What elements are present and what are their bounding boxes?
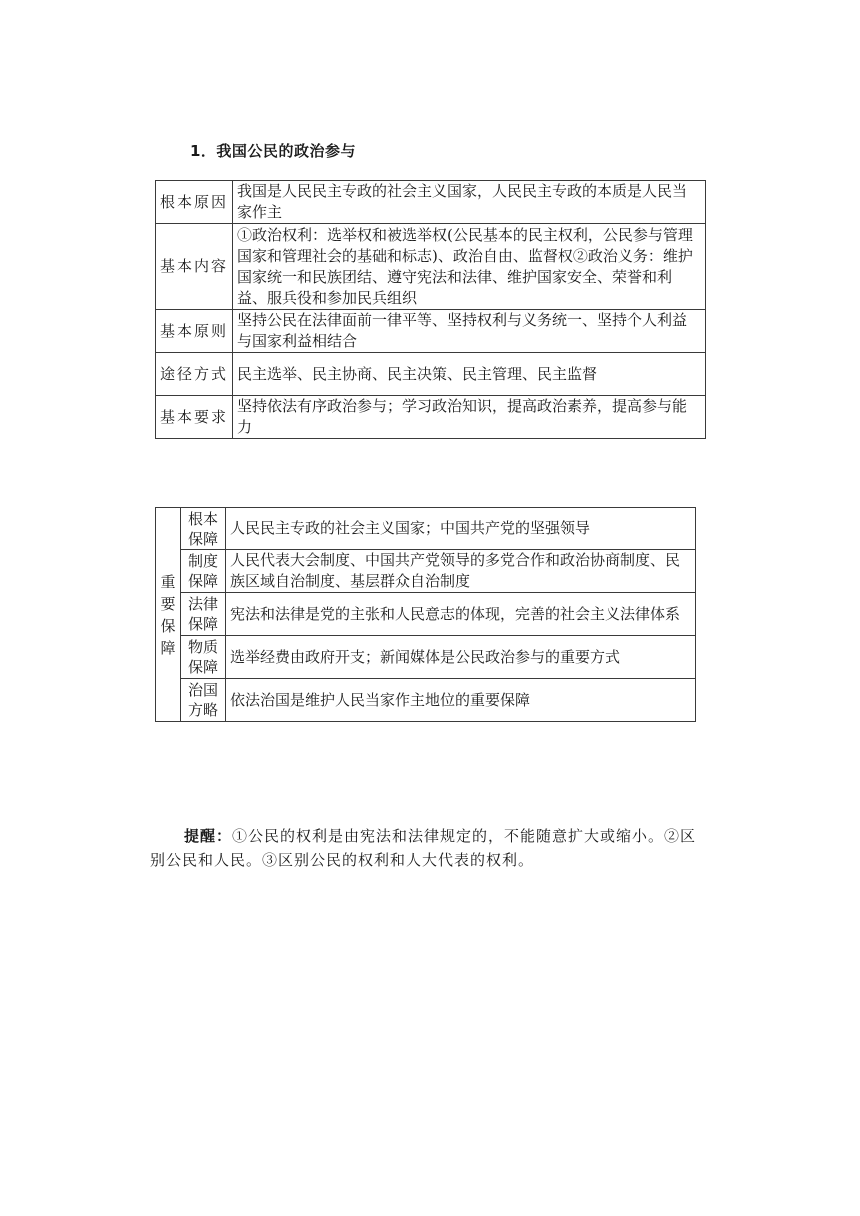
row-label: 基本原则 [156,310,233,353]
row-label: 根本原因 [156,181,233,224]
row-label: 基本内容 [156,224,233,310]
row-content: 人民代表大会制度、中国共产党领导的多党合作和政治协商制度、民族区域自治制度、基层群众自治制度 [226,550,696,593]
table-row [156,679,696,722]
group-label-text: 重要保障 [160,572,176,657]
row-content: 人民民主专政的社会主义国家；中国共产党的坚强领导 [226,508,696,550]
row-content: 宪法和法律是党的主张和人民意志的体现，完善的社会主义法律体系 [226,593,696,636]
table-row [156,550,696,593]
reminder-paragraph [150,824,700,872]
row-content: 我国是人民民主专政的社会主义国家，人民民主专政的本质是人民当家作主 [233,181,706,224]
row-label: 治国方略 [181,679,226,722]
table-row [156,353,706,396]
row-label: 物质保障 [181,636,226,679]
row-content: 坚持公民在法律面前一律平等、坚持权利与义务统一、坚持个人利益与国家利益相结合 [233,310,706,353]
table-row [156,508,696,550]
row-content: ①政治权利：选举权和被选举权(公民基本的民主权利，公民参与管理国家和管理社会的基础和标志)、政治自由、监督权②政治义务：维护国家统一和民族团结、遵守宪法和法律、维护国家安全、荣誉和利益、服兵役和参加民兵组织 [233,224,706,310]
row-label: 根本保障 [181,508,226,550]
row-content: 民主选举、民主协商、民主决策、民主管理、民主监督 [233,353,706,396]
row-label: 基本要求 [156,396,233,439]
row-content: 坚持依法有序政治参与；学习政治知识，提高政治素养，提高参与能力 [233,396,706,439]
reminder-label: 提醒： [184,827,233,845]
table-row [156,224,706,310]
section-heading: 1．我国公民的政治参与 [190,142,356,160]
table-row [156,636,696,679]
row-label: 途径方式 [156,353,233,396]
row-content: 选举经费由政府开支；新闻媒体是公民政治参与的重要方式 [226,636,696,679]
important-guarantees-table [155,507,696,722]
political-participation-table [155,180,706,439]
table-row [156,181,706,224]
row-label: 法律保障 [181,593,226,636]
row-label: 制度保障 [181,550,226,593]
table-row [156,310,706,353]
reminder-text: ①公民的权利是由宪法和法律规定的，不能随意扩大或缩小。②区别公民和人民。③区别公民的权利和人大代表的权利。 [150,827,697,869]
row-content: 依法治国是维护人民当家作主地位的重要保障 [226,679,696,722]
table-row [156,396,706,439]
table-row [156,593,696,636]
group-label [156,508,181,722]
